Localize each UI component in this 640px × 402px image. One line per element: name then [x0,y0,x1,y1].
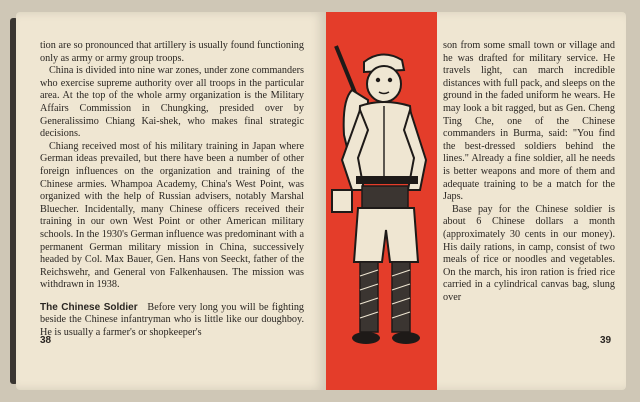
section-heading: The Chinese Soldier [40,301,138,313]
right-page-text [443,40,615,304]
page-number-left: 38 [40,335,52,346]
paragraph: China is divided into nine war zones, under zone commanders who exercise supreme authority over all troops in the particular area. At the top of the whole army organization is the Military Affairs Commission in Chungking, presided over by Generalissimo Chiang Kai-shek, who makes final strategic decisions. [40,65,304,140]
paragraph: tion are so pronounced that artillery is usually found functioning only as army or army group troops. [40,40,304,64]
paragraph: Chiang received most of his military training in Japan where German ideas prevailed, but there have been a number of other foreign influences on the organization and training of the Chinese armies. Whampoa Academy, China's West Point, was organized with the help of Russian advisers, notably Marshal Bluecher. Incidentally, many Chinese officers received their training in our own West Point or other American military schools. In the 1930's German influence was predominant with a permanent German military mission in China, successively headed by Col. Max Bauer, Gen. Hans von Seeckt, father of the Reichswehr, and General von Falkenhausen. The mission was withdrawn in 1938. [40,140,304,291]
page-number-right: 39 [600,335,612,346]
section-text: Before very long you will be fighting beside the Chinese infantryman who is little like our doughboy. He is usually a farmer's or shopkeeper's [40,301,305,339]
soldier-illustration [322,40,444,370]
left-page-text [40,40,304,340]
paragraph: son from some small town or village and he was drafted for military service. He travels light, can march incredible distances with full pack, and sleeps on the ground in the faded uniform he wears. He may look a bit ragged, but as Gen. Cheng Ting Che, one of the Chinese commanders in Burma, said: "You find the best-dressed soldiers behind the lines." Already a fine soldier, all he needs is better weapons and more of them and adequate training to be a match for the Japs. [443,40,615,203]
paragraph: Base pay for the Chinese soldier is about 6 Chinese dollars a month (approximately 30 cents in our money). His daily rations, in camp, consist of two meals of rice or noodles and vegetables. On the march, his iron ration is fried rice carried in a cylindrical canvas bag, slung over [443,203,615,303]
section-paragraph [40,302,304,340]
